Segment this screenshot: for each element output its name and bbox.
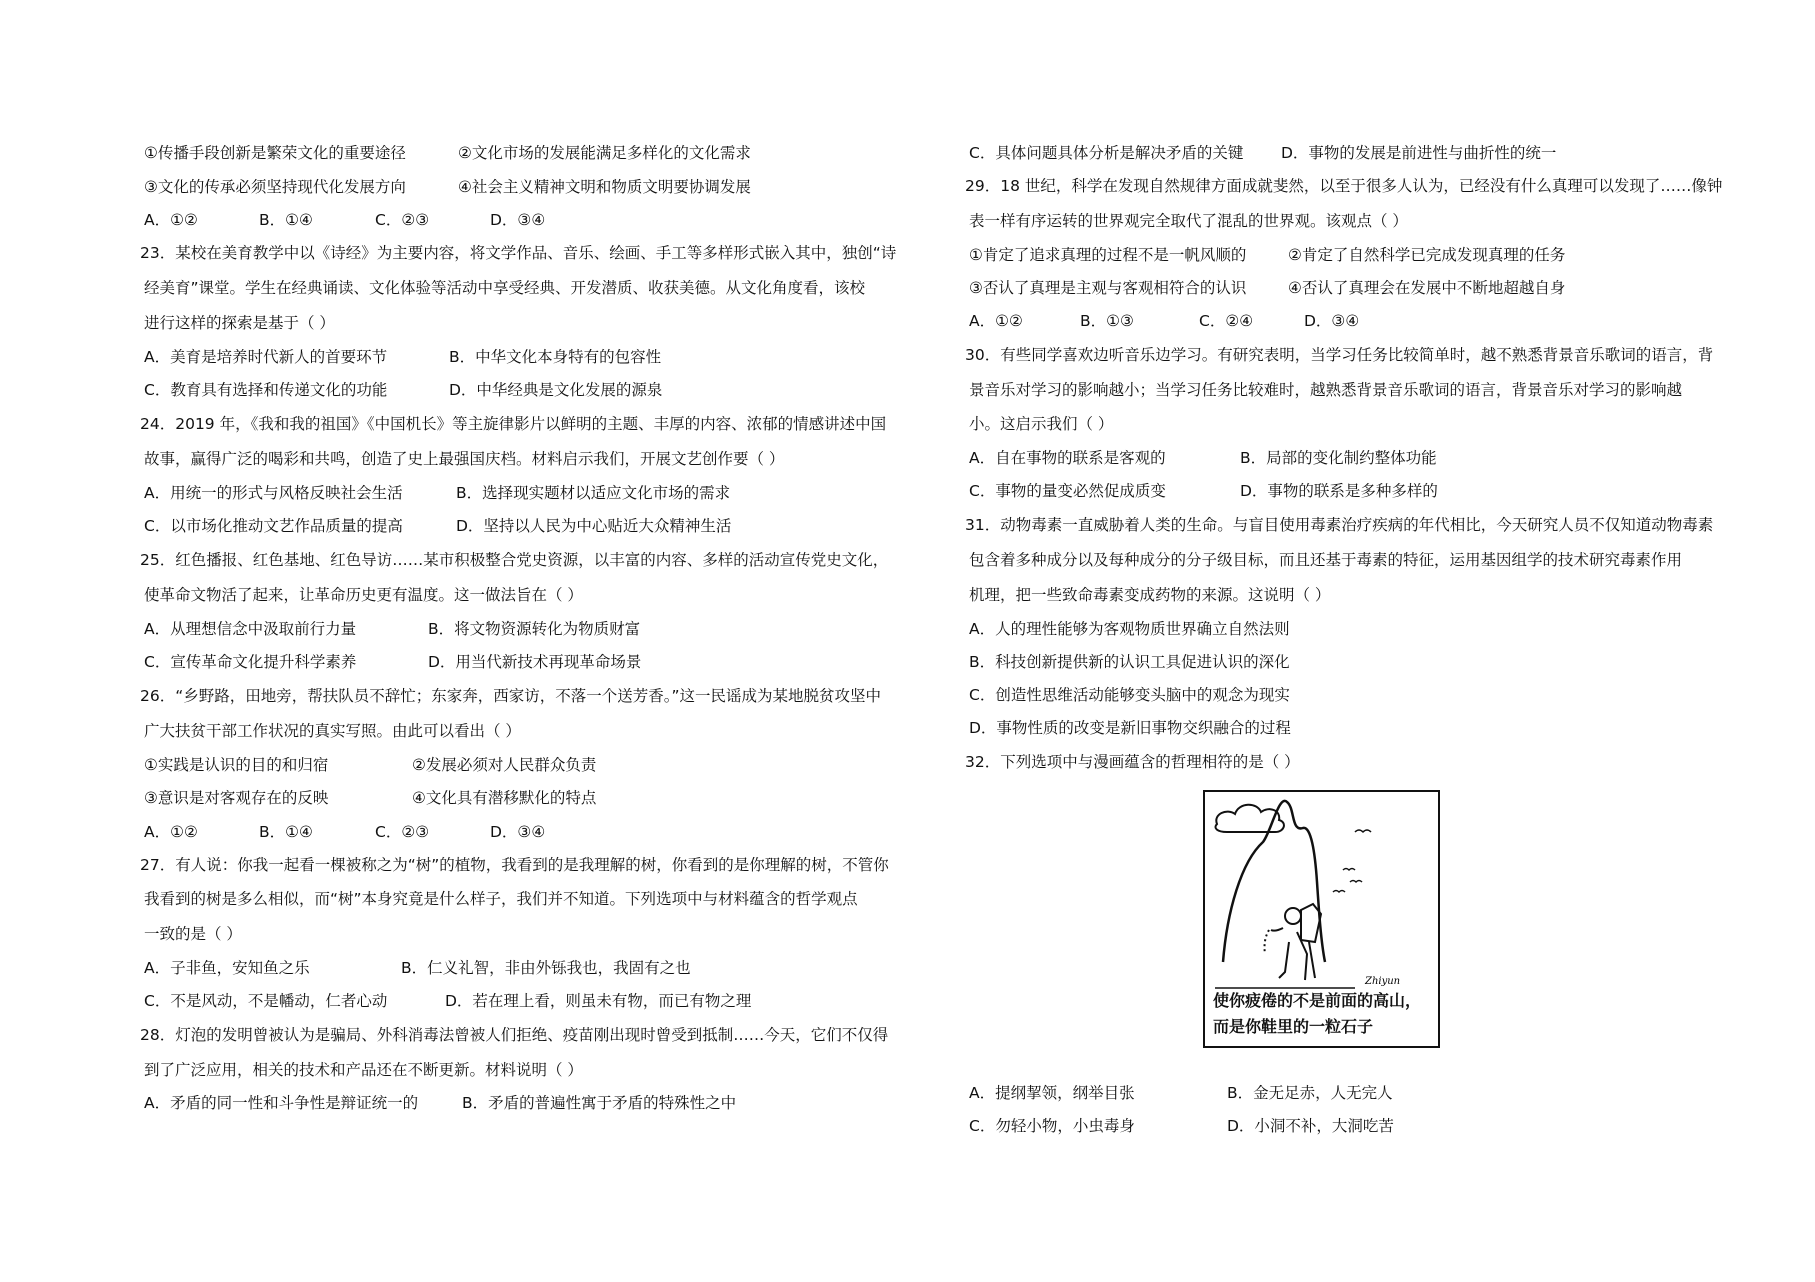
q22-choice-d[interactable]: D．③④ (490, 211, 546, 229)
q27-choice-b[interactable]: B．仁义礼智，非由外铄我也，我固有之也 (401, 959, 691, 977)
bird-icon-4 (1333, 891, 1345, 893)
q29-choice-d[interactable]: D．③④ (1304, 312, 1360, 330)
q28-stem-2: 到了广泛应用，相关的技术和产品还在不断更新。材料说明（ ） (144, 1061, 583, 1079)
q26-stem-2: 广大扶贫干部工作状况的真实写照。由此可以看出（ ） (144, 722, 521, 740)
q25-choice-c[interactable]: C．宣传革命文化提升科学素养 (144, 653, 357, 671)
cartoon-caption-line-1: 使你疲倦的不是前面的高山， (1213, 991, 1422, 1010)
q30-choice-d[interactable]: D．事物的联系是多种多样的 (1240, 482, 1438, 500)
q29-choice-b[interactable]: B．①③ (1080, 312, 1134, 330)
mountain-icon (1223, 801, 1325, 962)
q31-stem-2: 包含着多种成分以及每种成分的分子级目标，而且还基于毒素的特征，运用基因组学的技术研究毒素作用 (969, 551, 1683, 569)
q28-choice-b[interactable]: B．矛盾的普遍性寓于矛盾的特殊性之中 (462, 1094, 737, 1112)
q26-stem-1: 26．“乡野路，田地旁，帮扶队员不辞忙；东家奔，西家访，不落一个送芳香。”这一民谣成为某地脱贫攻坚中 (140, 687, 882, 705)
q30-choice-a[interactable]: A．自在事物的联系是客观的 (969, 449, 1166, 467)
cartoon-signature: Zhiyun (1365, 976, 1401, 987)
q28-choice-a[interactable]: A．矛盾的同一性和斗争性是辩证统一的 (144, 1094, 419, 1112)
q24-choice-d[interactable]: D．坚持以人民为中心贴近大众精神生活 (456, 517, 732, 535)
q26-statement-2: ②发展必须对人民群众负责 (412, 756, 597, 774)
q29-statement-4: ④否认了真理会在发展中不断地超越自身 (1288, 279, 1566, 297)
q29-choice-a[interactable]: A．①② (969, 312, 1023, 330)
q32-stem-1: 32．下列选项中与漫画蕴含的哲理相符的是（ ） (965, 753, 1300, 771)
q31-choice-c[interactable]: C．创造性思维活动能够变头脑中的观念为现实 (969, 686, 1290, 704)
bird-icon-2 (1343, 869, 1355, 871)
q27-choice-d[interactable]: D．若在理上看，则虽未有物，而已有物之理 (445, 992, 752, 1010)
q22-choice-c[interactable]: C．②③ (375, 211, 430, 229)
q26-choice-b[interactable]: B．①④ (259, 823, 313, 841)
q22-statement-4: ④社会主义精神文明和物质文明要协调发展 (458, 178, 751, 196)
q25-stem-2: 使革命文物活了起来，让革命历史更有温度。这一做法旨在（ ） (144, 586, 583, 604)
q22-choice-b[interactable]: B．①④ (259, 211, 313, 229)
q22-choice-a[interactable]: A．①② (144, 211, 198, 229)
q25-stem-1: 25．红色播报、红色基地、红色导访……某市积极整合党史资源，以丰富的内容、多样的活动宣传党史文化， (140, 551, 889, 569)
q24-choice-b[interactable]: B．选择现实题材以适应文化市场的需求 (456, 484, 731, 502)
q23-choice-a[interactable]: A．美育是培养时代新人的首要环节 (144, 348, 388, 366)
q31-choice-a[interactable]: A．人的理性能够为客观物质世界确立自然法则 (969, 620, 1290, 638)
q29-statement-3: ③否认了真理是主观与客观相符合的认识 (969, 279, 1247, 297)
cartoon-caption-line-2: 而是你鞋里的一粒石子 (1213, 1017, 1374, 1036)
q22-statement-1: ①传播手段创新是繁荣文化的重要途径 (144, 144, 406, 162)
q24-stem-2: 故事，赢得广泛的喝彩和共鸣，创造了史上最强国庆档。材料启示我们，开展文艺创作要（ ） (144, 450, 785, 468)
q22-statement-2: ②文化市场的发展能满足多样化的文化需求 (458, 144, 751, 162)
q22-statement-3: ③文化的传承必须坚持现代化发展方向 (144, 178, 406, 196)
q23-choice-c[interactable]: C．教育具有选择和传递文化的功能 (144, 381, 388, 399)
bird-icon (1355, 830, 1371, 832)
q30-choice-c[interactable]: C．事物的量变必然促成质变 (969, 482, 1166, 500)
hiker-figure (1265, 904, 1322, 980)
q29-statement-1: ①肯定了追求真理的过程不是一帆风顺的 (969, 246, 1247, 264)
q28-choice-c[interactable]: C．具体问题具体分析是解决矛盾的关键 (969, 144, 1244, 162)
q29-statement-2: ②肯定了自然科学已完成发现真理的任务 (1288, 246, 1566, 264)
q32-choice-c[interactable]: C．勿轻小物，小虫毒身 (969, 1117, 1135, 1135)
q25-choice-b[interactable]: B．将文物资源转化为物质财富 (428, 620, 641, 638)
q27-stem-3: 一致的是（ ） (144, 925, 242, 943)
q31-choice-d[interactable]: D．事物性质的改变是新旧事物交织融合的过程 (969, 719, 1291, 737)
q29-stem-1: 29．18 世纪，科学在发现自然规律方面成就斐然，以至于很多人认为，已经没有什么真理可以发现了……像钟 (965, 177, 1723, 195)
q29-stem-2: 表一样有序运转的世界观完全取代了混乱的世界观。该观点（ ） (969, 212, 1408, 230)
q23-stem-2: 经美育”课堂。学生在经典诵读、文化体验等活动中享受经典、开发潜质、收获美德。从文化角度看，该校 (144, 279, 866, 297)
q26-statement-3: ③意识是对客观存在的反映 (144, 789, 329, 807)
q28-stem-1: 28．灯泡的发明曾被认为是骗局、外科消毒法曾被人们拒绝、疫苗刚出现时曾受到抵制……今天，它们不仅得 (140, 1026, 889, 1044)
q23-choice-d[interactable]: D．中华经典是文化发展的源泉 (449, 381, 663, 399)
q27-choice-c[interactable]: C．不是风动，不是幡动，仁者心动 (144, 992, 388, 1010)
q23-stem-3: 进行这样的探索是基于（ ） (144, 314, 335, 332)
q30-stem-3: 小。这启示我们（ ） (969, 415, 1114, 433)
q24-choice-c[interactable]: C．以市场化推动文艺作品质量的提高 (144, 517, 403, 535)
q26-choice-c[interactable]: C．②③ (375, 823, 430, 841)
q26-statement-4: ④文化具有潜移默化的特点 (412, 789, 597, 807)
q30-choice-b[interactable]: B．局部的变化制约整体功能 (1240, 449, 1437, 467)
bird-icon-3 (1350, 881, 1362, 883)
q26-choice-a[interactable]: A．①② (144, 823, 198, 841)
q25-choice-a[interactable]: A．从理想信念中汲取前行力量 (144, 620, 357, 638)
q23-stem-1: 23．某校在美育教学中以《诗经》为主要内容，将文学作品、音乐、绘画、手工等多样形式嵌入其中，独创“诗 (140, 244, 897, 262)
q26-statement-1: ①实践是认识的目的和归宿 (144, 756, 329, 774)
q28-choice-d[interactable]: D．事物的发展是前进性与曲折性的统一 (1281, 144, 1557, 162)
q30-stem-1: 30．有些同学喜欢边听音乐边学习。有研究表明，当学习任务比较简单时，越不熟悉背景音乐歌词的语言，背 (965, 346, 1714, 364)
q31-stem-3: 机理，把一些致命毒素变成药物的来源。这说明（ ） (969, 586, 1331, 604)
q32-cartoon (1203, 790, 1440, 1048)
q27-stem-1: 27．有人说：你我一起看一棵被称之为“树”的植物，我看到的是我理解的树，你看到的是你理解的树，不管你 (140, 856, 889, 874)
q24-choice-a[interactable]: A．用统一的形式与风格反映社会生活 (144, 484, 403, 502)
q26-choice-d[interactable]: D．③④ (490, 823, 546, 841)
q30-stem-2: 景音乐对学习的影响越小；当学习任务比较难时，越熟悉背景音乐歌词的语言，背景音乐对学习的影响越 (969, 381, 1683, 399)
q32-choice-b[interactable]: B．金无足赤，人无完人 (1227, 1084, 1393, 1102)
q31-stem-1: 31．动物毒素一直威胁着人类的生命。与盲目使用毒素治疗疾病的年代相比，今天研究人员不仅知道动物毒素 (965, 516, 1714, 534)
q23-choice-b[interactable]: B．中华文化本身特有的包容性 (449, 348, 662, 366)
q31-choice-b[interactable]: B．科技创新提供新的认识工具促进认识的深化 (969, 653, 1290, 671)
q29-choice-c[interactable]: C．②④ (1199, 312, 1254, 330)
q24-stem-1: 24．2019 年，《我和我的祖国》《中国机长》等主旋律影片以鲜明的主题、丰厚的内容、浓郁的情感讲述中国 (140, 415, 887, 433)
q25-choice-d[interactable]: D．用当代新技术再现革命场景 (428, 653, 642, 671)
q32-choice-a[interactable]: A．提纲挈领，纲举目张 (969, 1084, 1135, 1102)
q27-choice-a[interactable]: A．子非鱼，安知鱼之乐 (144, 959, 310, 977)
q32-choice-d[interactable]: D．小洞不补，大洞吃苦 (1227, 1117, 1394, 1135)
q27-stem-2: 我看到的树是多么相似，而“树”本身究竟是什么样子，我们并不知道。下列选项中与材料蕴含的哲学观点 (144, 890, 858, 908)
